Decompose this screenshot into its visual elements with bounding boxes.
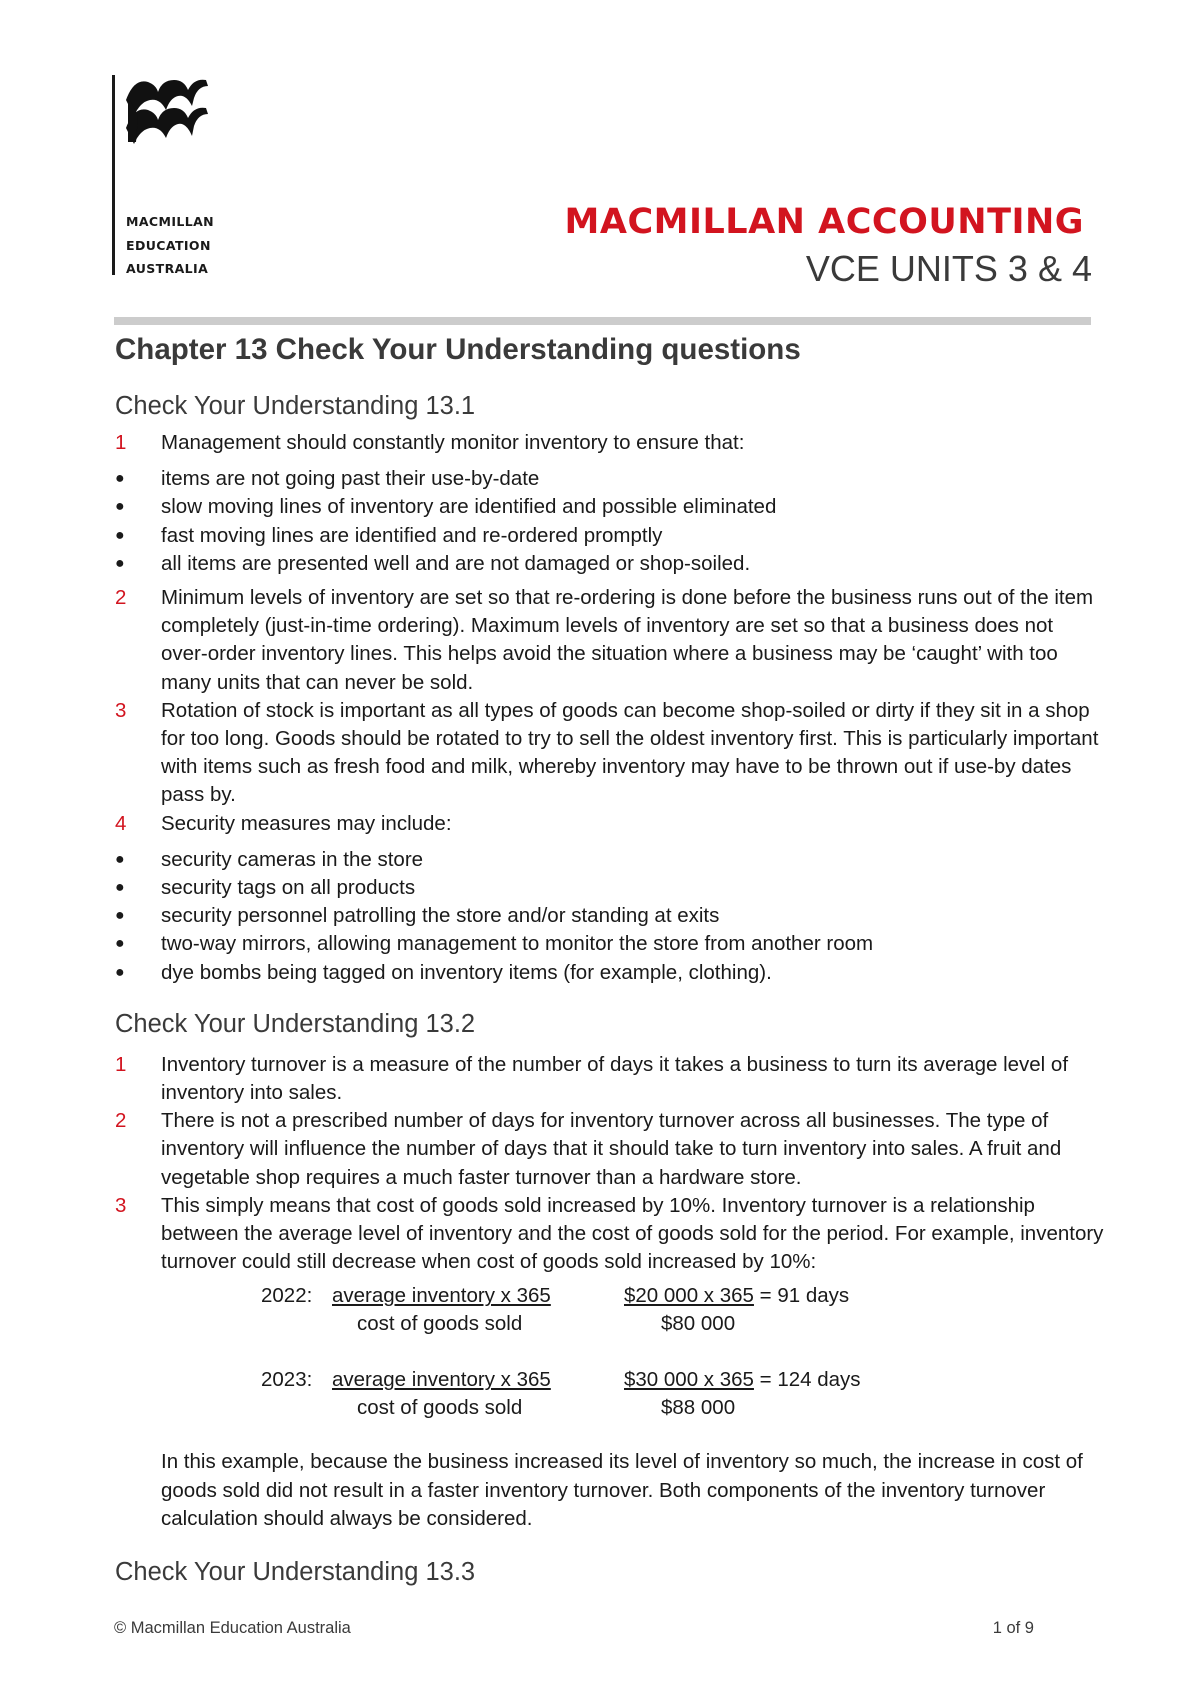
- calc-result: = 91 days: [753, 1284, 850, 1308]
- turnover-calculation: [161, 1282, 1105, 1448]
- list-item-text: items are not going past their use-by-date: [161, 467, 540, 491]
- header-rule: [114, 317, 1091, 325]
- bullet-icon: ●: [115, 907, 125, 925]
- calc-value-numerator: $30 000 x 365: [624, 1368, 754, 1392]
- list-item: [115, 874, 1105, 902]
- units-subtitle: VCE UNITS 3 & 4: [805, 248, 1092, 289]
- bullet-icon: ●: [115, 554, 125, 572]
- copyright-text: © Macmillan Education Australia: [114, 1619, 351, 1637]
- document-body: [115, 330, 1105, 1589]
- bullet-icon: ●: [115, 935, 125, 953]
- bullet-icon: ●: [115, 526, 125, 544]
- list-item-text: all items are presented well and are not damaged or shop-soiled.: [161, 551, 751, 575]
- section-heading: Check Your Understanding 13.3: [115, 1558, 476, 1587]
- question-item: [115, 429, 1105, 457]
- bullet-list: [115, 846, 1105, 987]
- question-number: 3: [115, 1193, 127, 1217]
- question-item: [115, 697, 1105, 810]
- question-number: 3: [115, 698, 127, 722]
- question-text: Minimum levels of inventory are set so that re-ordering is done before the business runs out of the item completely (just-in-time ordering). Maximum levels of inventory are set so that a business does not over-order inventory lines. This helps avoid the situation where a business may be ‘caught’ with too many units that can never be sold.: [161, 586, 1094, 694]
- calc-year: 2023:: [261, 1368, 313, 1392]
- section-heading: Check Your Understanding 13.2: [115, 1009, 476, 1038]
- question-item: [115, 1051, 1105, 1107]
- list-item-text: two-way mirrors, allowing management to monitor the store from another room: [161, 932, 874, 956]
- question-item: [115, 1192, 1105, 1277]
- list-item: [115, 550, 1105, 578]
- logo-wordmark: [126, 210, 214, 281]
- page-footer: [114, 1619, 1034, 1638]
- logo-line: MACMILLAN: [126, 214, 215, 229]
- macmillan-wave-icon: [124, 76, 210, 144]
- bullet-icon: ●: [115, 498, 125, 516]
- question-text: Management should constantly monitor inventory to ensure that:: [161, 431, 745, 454]
- list-item-text: security personnel patrolling the store and/or standing at exits: [161, 904, 720, 928]
- question-number: 1: [115, 1052, 127, 1076]
- brand-title: MACMILLAN ACCOUNTING: [564, 202, 1084, 242]
- question-item: [115, 810, 1105, 838]
- page-number: 1 of 9: [992, 1619, 1034, 1637]
- question-number: 4: [115, 811, 127, 835]
- list-item: [115, 493, 1105, 521]
- list-item: [115, 959, 1105, 987]
- list-item-text: fast moving lines are identified and re-ordered promptly: [161, 523, 663, 547]
- bullet-icon: ●: [115, 963, 125, 981]
- bullet-icon: ●: [115, 850, 125, 868]
- section-heading: Check Your Understanding 13.1: [115, 392, 476, 420]
- calc-value-row: [624, 1366, 861, 1394]
- calc-formula-denominator: cost of goods sold: [357, 1312, 523, 1336]
- logo-line: AUSTRALIA: [126, 261, 209, 276]
- list-item: [115, 902, 1105, 930]
- calc-formula-numerator: average inventory x 365: [332, 1368, 551, 1392]
- calc-value-numerator: $20 000 x 365: [624, 1284, 754, 1308]
- question-text: Rotation of stock is important as all types of goods can become shop-soiled or dirty if they sit in a shop for too long. Goods should be rotated to try to sell the oldest inventory first. This is particularly important with items such as fresh food and milk, whereby inventory may have to be thrown out if use-by dates pass by.: [161, 698, 1099, 807]
- calc-formula-numerator: average inventory x 365: [332, 1284, 551, 1308]
- calc-value-denominator: $80 000: [661, 1312, 736, 1336]
- calc-explanation: In this example, because the business increased its level of inventory so much, the increase in cost of goods sold did not result in a faster inventory turnover. Both components of the inventory turnover calculation should always be considered.: [161, 1450, 1083, 1530]
- calc-value-denominator: $88 000: [661, 1396, 736, 1420]
- question-text: Security measures may include:: [161, 811, 452, 835]
- list-item-text: security tags on all products: [161, 876, 416, 900]
- list-item: [115, 465, 1105, 493]
- list-item: [115, 522, 1105, 550]
- calc-value-row: [624, 1282, 849, 1310]
- list-item-text: slow moving lines of inventory are identified and possible eliminated: [161, 495, 777, 519]
- logo-divider: [112, 75, 115, 275]
- question-text: This simply means that cost of goods sold increased by 10%. Inventory turnover is a relationship between the average level of inventory and the cost of goods sold for the period. For example, inventory turnover could still decrease when cost of goods sold increased by 10%:: [161, 1193, 1104, 1274]
- question-number: 1: [115, 431, 127, 454]
- bullet-list: [115, 465, 1105, 578]
- question-number: 2: [115, 1109, 127, 1133]
- question-text: Inventory turnover is a measure of the number of days it takes a business to turn its average level of inventory into sales.: [161, 1052, 1069, 1105]
- question-item: [115, 1107, 1105, 1192]
- bullet-icon: ●: [115, 879, 125, 897]
- calc-year: 2022:: [261, 1284, 313, 1308]
- bullet-icon: ●: [115, 470, 125, 488]
- list-item: [115, 930, 1105, 958]
- question-item: [115, 584, 1105, 697]
- calc-result: = 124 days: [753, 1368, 861, 1392]
- question-number: 2: [115, 586, 127, 610]
- calc-formula-denominator: cost of goods sold: [357, 1396, 523, 1420]
- list-item-text: dye bombs being tagged on inventory items (for example, clothing).: [161, 960, 772, 984]
- page-title: Chapter 13 Check Your Understanding questions: [115, 333, 801, 366]
- question-text: There is not a prescribed number of days for inventory turnover across all businesses. The type of inventory will influence the number of days that it should take to turn inventory into sales. A fruit and vegetable shop requires a much faster turnover than a hardware store.: [161, 1109, 1062, 1189]
- logo-line: EDUCATION: [126, 237, 211, 253]
- list-item-text: security cameras in the store: [161, 847, 424, 871]
- list-item: [115, 846, 1105, 874]
